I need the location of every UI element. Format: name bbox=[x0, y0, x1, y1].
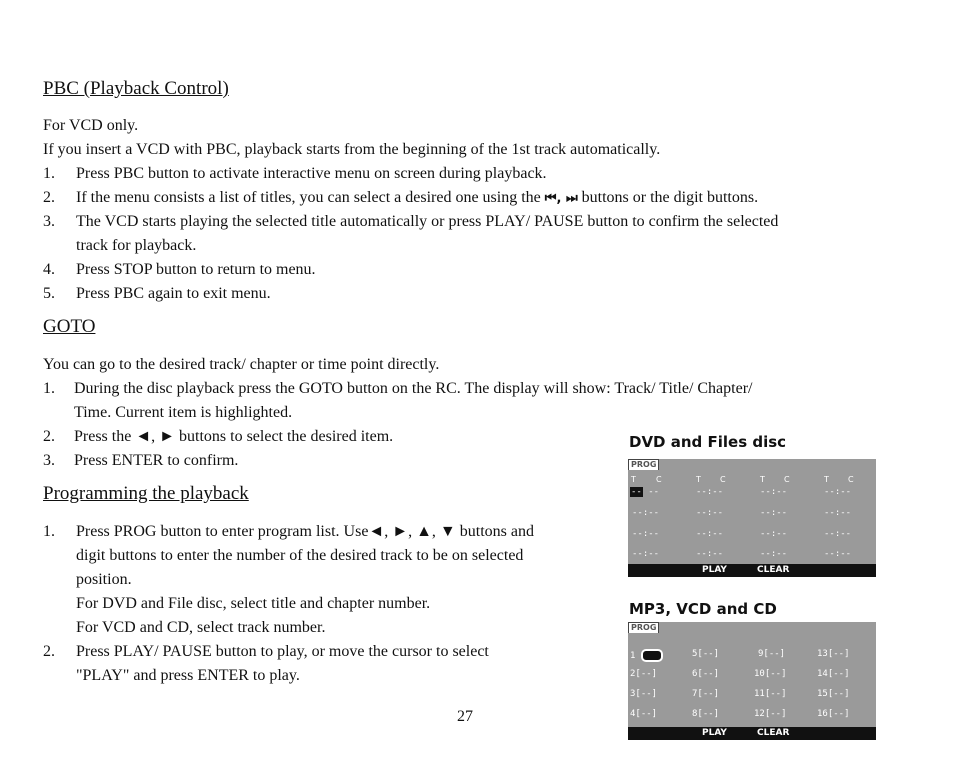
program-cell[interactable]: --:-- bbox=[632, 508, 660, 518]
goto-item-2 bbox=[43, 427, 394, 447]
cd-program-screen bbox=[628, 622, 876, 740]
program-slot[interactable]: 2[--] bbox=[630, 669, 658, 679]
cd-screen-title: MP3, VCD and CD bbox=[629, 600, 777, 618]
program-slot[interactable]: 6[--] bbox=[692, 669, 720, 679]
item-number: 1. bbox=[43, 380, 55, 397]
program-slot[interactable]: 9[--] bbox=[758, 649, 786, 659]
pbc-heading: PBC (Playback Control) bbox=[43, 78, 229, 99]
program-cell[interactable]: --:-- bbox=[696, 549, 724, 559]
pbc-item-2 bbox=[43, 188, 759, 208]
pbc-item-5 bbox=[43, 284, 271, 304]
col-c: C bbox=[784, 475, 790, 484]
item-text: Press ENTER to confirm. bbox=[74, 452, 239, 469]
play-button[interactable]: PLAY bbox=[702, 728, 727, 738]
program-slot[interactable]: 12[--] bbox=[754, 709, 787, 719]
program-cell[interactable]: --:-- bbox=[696, 487, 724, 497]
goto-item-1 bbox=[43, 379, 753, 399]
program-slot[interactable]: 3[--] bbox=[630, 689, 658, 699]
program-cell[interactable]: --:-- bbox=[824, 529, 852, 539]
prev-next-icon: ⏮, ⏭ bbox=[544, 191, 578, 206]
dvd-screen-title: DVD and Files disc bbox=[629, 433, 787, 451]
col-c: C bbox=[656, 475, 662, 484]
program-slot[interactable]: 16[--] bbox=[817, 709, 850, 719]
page-number: 27 bbox=[457, 708, 473, 725]
program-cell[interactable]: --:-- bbox=[824, 487, 852, 497]
pbc-item-3-cont: track for playback. bbox=[76, 237, 197, 254]
pbc-paragraph-2: If you insert a VCD with PBC, playback starts from the beginning of the 1st track automatically. bbox=[43, 141, 661, 158]
program-slot[interactable]: 14[--] bbox=[817, 669, 850, 679]
program-slot[interactable]: 4[--] bbox=[630, 709, 658, 719]
item-number: 1. bbox=[43, 165, 55, 182]
item-text: The VCD starts playing the selected title automatically or press PLAY/ PAUSE button to confirm the selected bbox=[76, 213, 779, 230]
program-cell[interactable]: --:-- bbox=[696, 529, 724, 539]
prog-item-2-line-2: "PLAY" and press ENTER to play. bbox=[76, 667, 300, 684]
prog-item-1-number: 1. bbox=[43, 523, 55, 540]
item-text: If the menu consists a list of titles, you can select a desired one using the bbox=[76, 189, 541, 206]
item-number: 3. bbox=[43, 213, 55, 230]
item-number: 3. bbox=[43, 452, 55, 469]
program-slot-selected[interactable]: 1 bbox=[630, 649, 663, 662]
prog-item-1-line-5: For VCD and CD, select track number. bbox=[76, 619, 326, 636]
item-text: During the disc playback press the GOTO button on the RC. The display will show: Track/ Title/ Chapter/ bbox=[74, 380, 753, 397]
goto-item-3 bbox=[43, 451, 239, 471]
col-t: T bbox=[824, 475, 829, 484]
item-text: Press STOP button to return to menu. bbox=[76, 261, 316, 278]
selected-cell[interactable]: -- -- bbox=[631, 487, 660, 497]
prog-label: PROG bbox=[628, 459, 659, 470]
item-text: Press PBC again to exit menu. bbox=[76, 285, 271, 302]
program-slot[interactable]: 15[--] bbox=[817, 689, 850, 699]
program-cell[interactable]: --:-- bbox=[824, 508, 852, 518]
goto-paragraph: You can go to the desired track/ chapter or time point directly. bbox=[43, 356, 440, 373]
program-slot[interactable]: 13[--] bbox=[817, 649, 850, 659]
clear-button[interactable]: CLEAR bbox=[757, 728, 790, 738]
cursor-icon bbox=[641, 649, 663, 662]
program-cell[interactable]: --:-- bbox=[760, 549, 788, 559]
prog-label: PROG bbox=[628, 622, 659, 633]
prog-item-1-line-3: position. bbox=[76, 571, 132, 588]
col-t: T bbox=[696, 475, 701, 484]
col-c: C bbox=[848, 475, 854, 484]
action-bar bbox=[628, 727, 876, 740]
item-text: Press PBC button to activate interactive menu on screen during playback. bbox=[76, 165, 547, 182]
clear-button[interactable]: CLEAR bbox=[757, 565, 790, 575]
pbc-item-3 bbox=[43, 212, 779, 232]
prog-item-1-line-1: Press PROG button to enter program list. Use◄, ►, ▲, ▼ buttons and bbox=[76, 523, 534, 540]
goto-item-1-cont: Time. Current item is highlighted. bbox=[74, 404, 293, 421]
action-bar bbox=[628, 564, 876, 577]
play-button[interactable]: PLAY bbox=[702, 565, 727, 575]
program-cell[interactable]: --:-- bbox=[760, 487, 788, 497]
item-number: 4. bbox=[43, 261, 55, 278]
pbc-paragraph-1: For VCD only. bbox=[43, 117, 139, 134]
prog-item-2-line-1: Press PLAY/ PAUSE button to play, or move the cursor to select bbox=[76, 643, 489, 660]
col-t: T bbox=[631, 475, 636, 484]
program-slot[interactable]: 8[--] bbox=[692, 709, 720, 719]
prog-item-1-line-4: For DVD and File disc, select title and chapter number. bbox=[76, 595, 431, 612]
pbc-item-1 bbox=[43, 164, 547, 184]
program-slot[interactable]: 11[--] bbox=[754, 689, 787, 699]
item-number: 5. bbox=[43, 285, 55, 302]
program-slot[interactable]: 7[--] bbox=[692, 689, 720, 699]
prog-item-2-number: 2. bbox=[43, 643, 55, 660]
programming-heading: Programming the playback bbox=[43, 483, 249, 504]
pbc-item-4 bbox=[43, 260, 316, 280]
program-cell[interactable]: --:-- bbox=[632, 549, 660, 559]
goto-heading: GOTO bbox=[43, 316, 96, 337]
item-text: Press the ◄, ► buttons to select the desired item. bbox=[74, 428, 394, 445]
program-cell[interactable]: --:-- bbox=[760, 529, 788, 539]
dvd-program-screen bbox=[628, 459, 876, 577]
program-cell[interactable]: --:-- bbox=[760, 508, 788, 518]
prog-item-1-line-2: digit buttons to enter the number of the desired track to be on selected bbox=[76, 547, 524, 564]
program-cell[interactable]: --:-- bbox=[696, 508, 724, 518]
col-c: C bbox=[720, 475, 726, 484]
col-t: T bbox=[760, 475, 765, 484]
program-cell[interactable]: --:-- bbox=[632, 529, 660, 539]
item-text-2: buttons or the digit buttons. bbox=[581, 189, 759, 206]
item-number: 2. bbox=[43, 189, 55, 206]
program-slot[interactable]: 5[--] bbox=[692, 649, 720, 659]
program-slot[interactable]: 10[--] bbox=[754, 669, 787, 679]
program-cell[interactable]: --:-- bbox=[824, 549, 852, 559]
item-number: 2. bbox=[43, 428, 55, 445]
